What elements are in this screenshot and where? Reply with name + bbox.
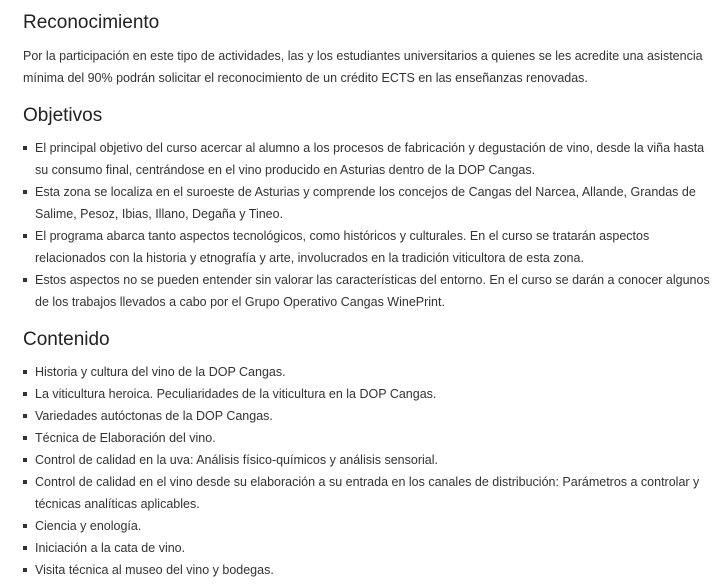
section-contenido <box>23 327 714 581</box>
heading-reconocimiento: Reconocimiento <box>23 12 160 33</box>
list-item: Esta zona se localiza en el suroeste de Asturias y comprende los concejos de Cangas del Narcea, Allande, Grandas de Salime, Pesoz, Ibias, Illano, Degaña y Tineo. <box>23 181 714 225</box>
list-item: Técnica de Elaboración del vino. <box>23 427 714 449</box>
list-item: Estos aspectos no se pueden entender sin valorar las características del entorno. En el curso se darán a conocer algunos de los trabajos llevados a cabo por el Grupo Operativo Cangas WinePrint. <box>23 269 714 313</box>
objetivos-list <box>23 137 714 313</box>
list-item: La viticultura heroica. Peculiaridades de la viticultura en la DOP Cangas. <box>23 383 714 405</box>
reconocimiento-text: Por la participación en este tipo de actividades, las y los estudiantes universitarios a quienes se les acredite una asistencia mínima del 90% podrán solicitar el reconocimiento de un crédito ECTS en las enseñanzas renovadas. <box>23 49 703 85</box>
list-item: Iniciación a la cata de vino. <box>23 537 714 559</box>
contenido-list <box>23 361 714 581</box>
list-item: El programa abarca tanto aspectos tecnológicos, como históricos y culturales. En el curso se tratarán aspectos relacionados con la historia y etnografía y arte, involucrados en la tradición viticultora de esta zona. <box>23 225 714 269</box>
list-item: Visita técnica al museo del vino y bodegas. <box>23 559 714 581</box>
list-item: Control de calidad en la uva: Análisis físico-químicos y análisis sensorial. <box>23 449 714 471</box>
list-item: Historia y cultura del vino de la DOP Cangas. <box>23 361 714 383</box>
list-item: El principal objetivo del curso acercar al alumno a los procesos de fabricación y degustación de vino, desde la viña hasta su consumo final, centrándose en el vino producido en Asturias dentro de la DOP Cangas. <box>23 137 714 181</box>
list-item: Control de calidad en el vino desde su elaboración a su entrada en los canales de distribución: Parámetros a controlar y técnicas analíticas aplicables. <box>23 471 714 515</box>
heading-contenido: Contenido <box>23 329 110 350</box>
section-reconocimiento <box>23 10 714 89</box>
heading-objetivos: Objetivos <box>23 105 103 126</box>
list-item: Variedades autóctonas de la DOP Cangas. <box>23 405 714 427</box>
section-objetivos <box>23 103 714 313</box>
list-item: Ciencia y enología. <box>23 515 714 537</box>
